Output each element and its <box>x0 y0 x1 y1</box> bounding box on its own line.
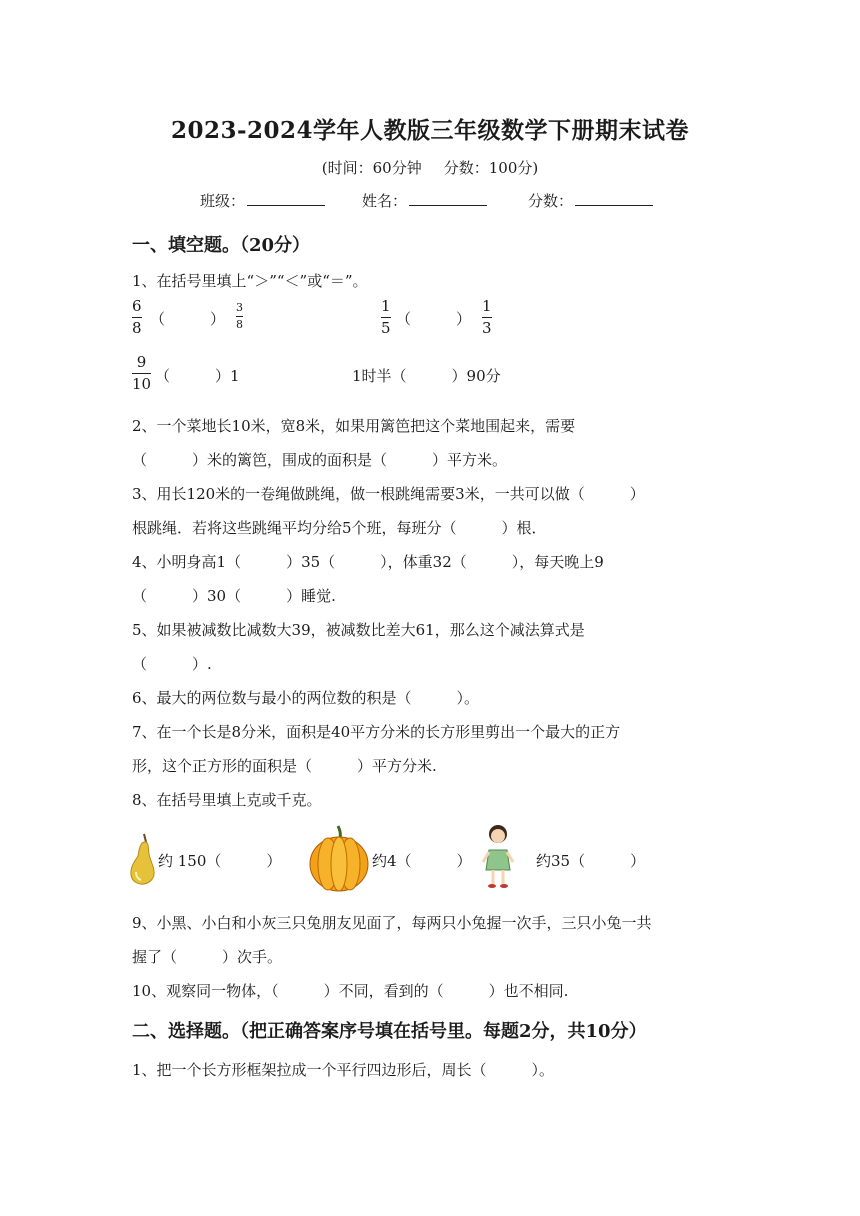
q1a-answer[interactable]: （ ） <box>150 310 226 328</box>
q5-line2[interactable]: （ ）. <box>132 655 212 673</box>
denominator: 3 <box>482 319 492 337</box>
q2-line1: 2、一个菜地长10米，宽8米，如果用篱笆把这个菜地围起来，需要 <box>132 417 576 435</box>
class-label: 班级： <box>200 192 246 210</box>
q8-line1: 8、在括号里填上克或千克。 <box>132 791 322 809</box>
total-score: 分数：100分) <box>443 159 539 177</box>
page-title: 2023-2024学年人教版三年级数学下册期末试卷 <box>170 117 690 144</box>
score-field[interactable] <box>528 190 653 211</box>
q1a-right-fraction <box>236 302 243 331</box>
q8-pear-text[interactable]: 约 150（ ） <box>158 852 282 870</box>
s2-q1-line1[interactable]: 1、把一个长方形框架拉成一个平行四边形后，周长（ ）。 <box>132 1061 555 1079</box>
numerator: 9 <box>136 353 147 371</box>
exam-subtitle <box>0 157 860 178</box>
q1c-answer[interactable]: （ ）1 <box>155 367 240 385</box>
pumpkin-icon <box>308 824 370 892</box>
numerator: 3 <box>236 301 243 314</box>
q1d-text[interactable]: 1时半（ ）90分 <box>352 367 501 385</box>
pear-icon <box>128 832 158 886</box>
q4-line1[interactable]: 4、小明身高1（ ）35（ ），体重32（ ），每天晚上9 <box>132 553 604 571</box>
denominator: 10 <box>132 375 152 393</box>
girl-icon <box>480 822 516 890</box>
q10-line1[interactable]: 10、观察同一物体，（ ）不同，看到的（ ）也不相同. <box>132 982 569 1000</box>
time-limit: (时间：60分钟 <box>321 159 422 177</box>
name-field[interactable] <box>362 190 487 211</box>
q3-line2[interactable]: 根跳绳．若将这些跳绳平均分给5个班，每班分（ ）根． <box>132 519 547 537</box>
numerator: 6 <box>132 297 142 315</box>
q9-line1: 9、小黑、小白和小灰三只兔朋友见面了，每两只小兔握一次手，三只小兔一共 <box>132 914 652 932</box>
q6-line1[interactable]: 6、最大的两位数与最小的两位数的积是（ ）。 <box>132 689 480 707</box>
section2-heading: 二、选择题。（把正确答案序号填在括号里。每题2分，共10分） <box>132 1021 647 1042</box>
denominator: 8 <box>236 318 243 331</box>
q1b-answer[interactable]: （ ） <box>396 310 472 328</box>
numerator: 1 <box>482 297 492 315</box>
numerator: 1 <box>381 297 391 315</box>
denominator: 5 <box>381 319 391 337</box>
q4-line2[interactable]: （ ）30（ ）睡觉. <box>132 587 336 605</box>
name-label: 姓名： <box>362 192 408 210</box>
q7-line1: 7、在一个长是8分米，面积是40平方分米的长方形里剪出一个最大的正方 <box>132 723 621 741</box>
q1a-fraction <box>132 298 142 337</box>
section1-heading: 一、填空题。（20分） <box>132 235 311 256</box>
q1b-right-fraction <box>482 298 492 337</box>
q7-line2[interactable]: 形，这个正方形的面积是（ ）平方分米. <box>132 757 437 775</box>
q8-girl-text[interactable]: 约35（ ） <box>536 852 646 870</box>
q5-line1: 5、如果被减数比减数大39，被减数比差大61，那么这个减法算式是 <box>132 621 585 639</box>
score-label: 分数： <box>528 192 574 210</box>
q2-line2[interactable]: （ ）米的篱笆，围成的面积是（ ）平方米。 <box>132 451 508 469</box>
class-field[interactable] <box>200 190 325 211</box>
q1-text: 1、在括号里填上“＞”“＜”或“＝”。 <box>132 272 368 290</box>
q1c-fraction <box>132 354 151 393</box>
q1b-fraction <box>381 298 391 337</box>
q9-line2[interactable]: 握了（ ）次手。 <box>132 948 283 966</box>
denominator: 8 <box>132 319 142 337</box>
q3-line1[interactable]: 3、用长120米的一卷绳做跳绳，做一根跳绳需要3米，一共可以做（ ） <box>132 485 645 503</box>
q8-pumpkin-text[interactable]: 约4（ ） <box>372 852 472 870</box>
